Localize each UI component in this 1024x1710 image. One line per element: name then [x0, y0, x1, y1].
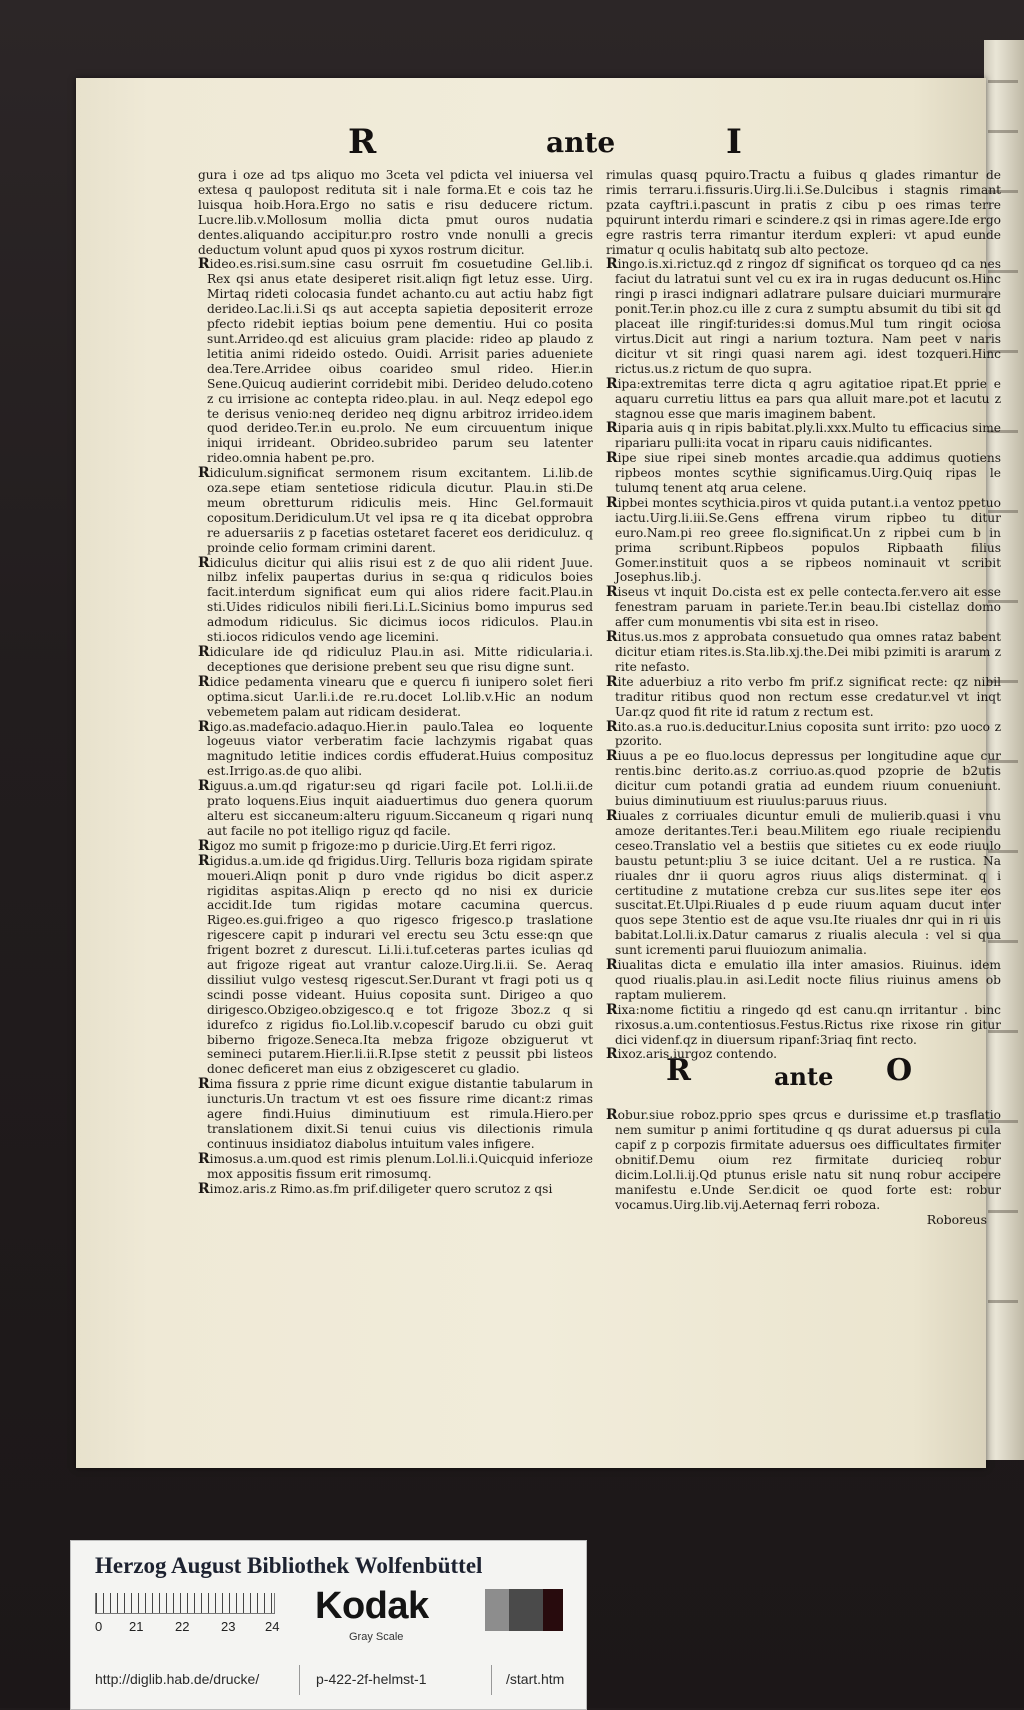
dictionary-entry: Ridiculare ide qd ridiculuz Plau.in asi. Mitte ridicularia.i. deceptiones que derisione prebent seu que risu digne sunt. — [198, 644, 593, 674]
dictionary-entry: Riseus vt inquit Do.cista est ex pelle contecta.fer.vero ait esse fenestram paruam in pariete.Ter.in beau.Ibi cistellaz domo affer cum monumentis vbi sita est in riseo. — [606, 584, 1001, 630]
section-word: ante — [774, 1062, 834, 1092]
dictionary-entry: Ripa:extremitas terre dicta q agru agitatioe ripat.Et pprie e aquaru curretiu littus ea pars qua alluit mare.pot et lacutu z stagnou esse que maris imaginem babent. — [606, 375, 1001, 421]
dictionary-entry: Ridiculum.significat sermonem risum excitantem. Li.lib.de oza.sepe etiam sentetiose ridicula dicutur. Plau.in sti.De meum obretturum ridiculis meis. Hinc Gel.formauit copositum.Deridiculum.Ut vel ipsa re q ita dicebat opprobra re aduersariis z p facetias ostetaret faceret eos deridiculuz. q proinde celio formam crimini darent. — [198, 465, 593, 555]
dictionary-entry: Riuus a pe eo fluo.locus depressus per longitudine aque cur rentis.binc derito.as.z corriuo.as.quod pzoprie de b2utis dicitur cum potandi gratia ad eundem riuum conueniunt. buius diminutiuum est riuulus:paruus riuus. — [606, 748, 1001, 809]
dictionary-entry: Rigo.as.madefacio.adaquo.Hier.in paulo.Talea eo loquente logeuus viator verberatim facie lachzymis rigabat quas magnitudo letitie indices cordis effuderat.Huius composituz est.Irrigo.as.de quo alibi. — [198, 718, 593, 779]
text-paragraph: rimulas quasq pquiro.Tractu a fuibus q glades rimantur de rimis terraru.i.fissuris.Uirg.li.i.Se.Dulcibus i stagnis rimant pzata cayftri.i.pascunt in pratis z cibu p oes rimas terre pquirunt interdu rimari e scindere.z qsi in rimas agere.Ide ergo egre rastris terra rimantur iterdum expleri: vt apud eunde rimatur q oculis habitatq sub alto pectoze. — [606, 168, 1001, 257]
measurement-ruler — [95, 1593, 275, 1614]
dictionary-entry: Riparia auis q in ripis babitat.ply.li.xxx.Multo tu efficacius sime ripariaru pulli:ita vocat in riparu cauis nidificantes. — [606, 420, 1001, 451]
dictionary-entry: Ripe siue ripei sineb montes arcadie.qua addimus quotiens ripbeos montes scythie significamus.Uirg.Quiq ripas le tulumq tenent atq arua celene. — [606, 450, 1001, 496]
dictionary-entry: Rixoz.aris.iurgoz contendo. — [606, 1046, 777, 1063]
library-name: Herzog August Bibliothek Wolfenbüttel — [95, 1553, 483, 1578]
section-letter-left: R — [666, 1053, 691, 1089]
dictionary-entry: Rite aduerbiuz a rito verbo fm prif.z significat recte: qz nibil traditur ritibus quod non rectum esse credatur.vel vt inqt Uar.qz quod fit rite id ratum z rectum est. — [606, 673, 1001, 719]
ruler-number: 22 — [175, 1619, 190, 1634]
ruler-number: 23 — [221, 1619, 236, 1634]
gray-patch-dark — [543, 1589, 563, 1631]
ruler-number: 24 — [265, 1619, 280, 1634]
shelfmark: p-422-2f-helmst-1 — [316, 1671, 427, 1687]
dictionary-entry: Robur.siue roboz.pprio spes qrcus e durissime et.p trasflatio nem sumitur p animi fortitudine q qs durat aduersus pi cula capif z p corpozis firmitate aduersus oes difficultates firmiter obnitif.Demu oium rez firmitate duricieq robur dicim.Lol.li.ij.Qd ptunus erisle natu sit nunq robur accipere manifestu e.Unde Ser.dicit oe quod forte est: robur vocamus.Uirg.lib.vij.Aeternaq ferri roboza. — [606, 1107, 1001, 1212]
dictionary-entry: Ritus.us.mos z approbata consuetudo qua omnes rataz babent dicitur etiam rites.is.Sta.lib.xj.the.Dei mibi pzimiti is ararum z rite nefasto. — [606, 629, 1001, 674]
label-footer — [71, 1665, 586, 1695]
start-page-link[interactable]: /start.htm — [506, 1671, 565, 1687]
text-paragraph: gura i oze ad tps aliquo mo 3ceta vel pdicta vel iniuersa vel extesa q paulopost redituta sit i nale forma.Et e cois taz he luisqua hoib.Hora.Ergo no satis e risu deducere rictum. Lucre.lib.v.Mollosum mollia dicta pmut ouros nudatia dentes.aliquando accipitur.pro rostro vnde nonulli a grecis deductum volunt apud quos pi xyxos rostrum dicitur. — [198, 168, 593, 257]
dictionary-entry: Rigidus.a.um.ide qd frigidus.Uirg. Telluris boza rigidam spirate moueri.Aliqn ponit p duro vnde rigidus bo dicit asper.z rigiditas aspitas.Aliqn p erecto qd no nisi ex duricie accidit.Ide tum rigidas motare cacumina quercus. Rigeo.es.gui.frigeo a quo rigesco frigesco.p traslatione rigescere capit p indurari vel erectu seu 3ctu esse:qn que frigent bozret z durescut. Li.li.i.tuf.ceteras partes iculias qd aut frigoze rigeat aut vrantur caloze.Uirg.li.ii. Se. Aeraq dissiliut vulgo vestesq rigescut.Ser.Durant vt fragi poti us q scindi posse videant. Huius coposita sunt. Dirigeo a quo dirigesco.Obzigeo.obzigesco.q e tot frigoze 3boz.z q si idurefco z rigidus fio.Lol.lib.v.copescif barudo cu obzi guit biberno frigoze.Seneca.Ita mebza frigoze obziguerut vt semineci putarem.Hier.li.ii.R.Ipse stetit z peussit pbi listeos donec deficeret man eius z obzigesceret cu gladio. — [198, 852, 593, 1077]
gray-scale-caption: Gray Scale — [349, 1631, 404, 1643]
section-letter-right: O — [886, 1053, 913, 1089]
dictionary-entry: Riualitas dicta e emulatio illa inter amasios. Riuinus. idem quod riualis.plau.in asi.Ledit nocte filius riuinus amens ob raptam mulierem. — [606, 957, 1001, 1002]
kodak-logo: Kodak — [315, 1585, 429, 1627]
archive-label — [70, 1540, 587, 1710]
gray-patch-light — [485, 1589, 509, 1631]
dictionary-entry: Riuales z corriuales dicuntur emuli de mulierib.quasi i vnu amoze deritantes.Ter.i beau.Militem ego riuale recipiendu ceseo.Translatio vel a bestiis que sitietes cu ex eode riuulo baustu petunt:pliu 3 se iuice dcitant. Uel a re rustica. Na riuales dnr ii quoru agros riuus aliqs disterminat. q i certitudine z mutatione crebza cur sus.lites sepe iter eos suscitat.Et.Ulpi.Riuales d p eude riuum aquam ducut inter quos sepe 3tentio est de aque vsu.Ite riuales dnr qui in ri uis babitat.Lol.li.ix.Datur camarus z riualis alecula : vel si qua sunt icrementi parui fluuiozum animalia. — [606, 807, 1001, 958]
header-letter-left: R — [348, 122, 377, 162]
left-column — [198, 168, 593, 1197]
dictionary-entry: Rito.as.a ruo.is.deducitur.Lnius coposita sunt irrito: pzo uoco z pzorito. — [606, 718, 1001, 749]
dictionary-entry: Rima fissura z pprie rime dicunt exigue distantie tabularum in iuncturis.Un tractum vt est oes fissure rime dicant:z rimas agere findi.Huius diminutiuum est rimula.Hiero.per translationem dixit.Si tenui cuius vis dilectionis rimula continuus insidiatoz diabolus intuitum vales infigere. — [198, 1076, 593, 1151]
right-column — [606, 168, 1001, 1228]
dictionary-entry: Rideo.es.risi.sum.sine casu osrruit fm cosuetudine Gel.lib.i. Rex qsi anus etate desiperet risit.aliqn figt letuz esse. Uirg. Mirtaq rideti colocasia fundet achanto.cu aut actiu habz figt derideo.Lac.li.i.Si qs aut accepta sapietia depositerit erroze pfecto ridebit ieptias boium pene dementiu. Hui co posita sunt.Arrideo.qd est alicuius gram placide: rideo ap plaudo z letitia animi rideido ostedo. Ouidi. Arrisit paries adueniete dea.Tere.Arridee oibus coarideo smul rideo. Hier.in Sene.Quicuq audierint corridebit mibi. Derideo deludo.coteno z cu irrisione ac contepta rideo.plau. in aul. Neqz edepol ego te derisus venio:neq derideo neq dignu arbitroz irrideo.idem quod derideo.Ter.in eu.prolo. Ne eum circuuentum inique iniqui irrideant. Obrideo.subrideo parum seu latenter rideo.omnia habent pe.pro. — [198, 256, 593, 466]
dictionary-entry: Ridice pedamenta vinearu que e quercu fi iunipero solet fieri optima.sicut Uar.li.i.de re.ru.docet Lol.lib.v.Hic an nodum vebemetem palam aut ridicam desiderat. — [198, 673, 593, 719]
gray-patch-mid — [509, 1589, 543, 1631]
dictionary-entry: Riguus.a.um.qd rigatur:seu qd rigari facile pot. Lol.li.ii.de prato loquens.Eius inquit aiaduertimus duo genera quorum alteru est siccaneum:alteru riguum.Siccaneum q rigari nunq aut facile no pot itelligo riguz qd facile. — [198, 778, 593, 838]
catchword: Roboreus — [926, 1211, 987, 1227]
dictionary-entry: Rigoz mo sumit p frigoze:mo p duricie.Uirg.Et ferri rigoz. — [198, 837, 557, 854]
running-header — [76, 122, 986, 162]
dictionary-entry: Rimosus.a.um.quod est rimis plenum.Lol.li.i.Quicquid inferioze mox appositis fissum erit rimosumq. — [198, 1150, 593, 1181]
header-word: ante — [546, 126, 616, 159]
document-page — [76, 78, 1001, 1468]
ruler-numbers — [95, 1619, 345, 1635]
header-letter-right: I — [726, 122, 742, 162]
dictionary-entry: Rimoz.aris.z Rimo.as.fm prif.diligeter quero scrutoz z qsi — [198, 1180, 553, 1197]
dictionary-entry: Ringo.is.xi.rictuz.qd z ringoz df significat os torqueo qd ca nes faciut du latratui sunt vel cu ex ira in rugas deducunt os.Hinc ringi p irasci indignari adlatrare pulsare duiciari murmurare ponit.Ter.in phoz.cu ille z cura z sumptu absumit du tibi sit qd placeat ille ringif:turides:si domus.Mul tum ringit ociosa virtus.Dicit aut ringi a narium toztura. Nam peet v naris dicitur vt sit ringi quasi narem agi. idest tozqueri.Hinc rictus.us.z rictum de quo supra. — [606, 256, 1001, 376]
ruler-number: 21 — [129, 1619, 144, 1634]
dictionary-entry: Ripbei montes scythicia.piros vt quida putant.i.a ventoz ppetuo iactu.Uirg.li.iii.Se.Gens effrena virum ripbeo tu ditur euro.Nam.pi reo greee flo.significat.Un z ripbei cum b in prima scribunt.Ripbeos populos Ripbaath filius Gomer.instituit quos a se ripbeos nominauit vt scribit Josephus.lib.j. — [606, 494, 1001, 585]
ruler-number: 0 — [95, 1619, 103, 1634]
digital-library-url[interactable]: http://diglib.hab.de/drucke/ — [95, 1671, 260, 1687]
dictionary-entry: Ridiculus dicitur qui aliis risui est z de quo alii rident Juue. nilbz infelix paupertas durius in se:qua q ridiculos boies facit.interdum significat eum qui alios ridere facit.Plau.in sti.Uides ridiculos nibili fieri.Li.L.Sicinius bomo impurus sed admodum ridiculus. Sic dicimus iocos ridiculos. Plau.in sti.iocos ridiculos vendo age licemini. — [198, 554, 593, 645]
dictionary-entry: Rixa:nome fictitiu a ringedo qd est canu.qn irritantur . binc rixosus.a.um.contentiosus.Festus.Rictus rixe rixose rin gitur dici videnf.qz in diuersum ripanf:3riaq fint recto. — [606, 1001, 1001, 1047]
